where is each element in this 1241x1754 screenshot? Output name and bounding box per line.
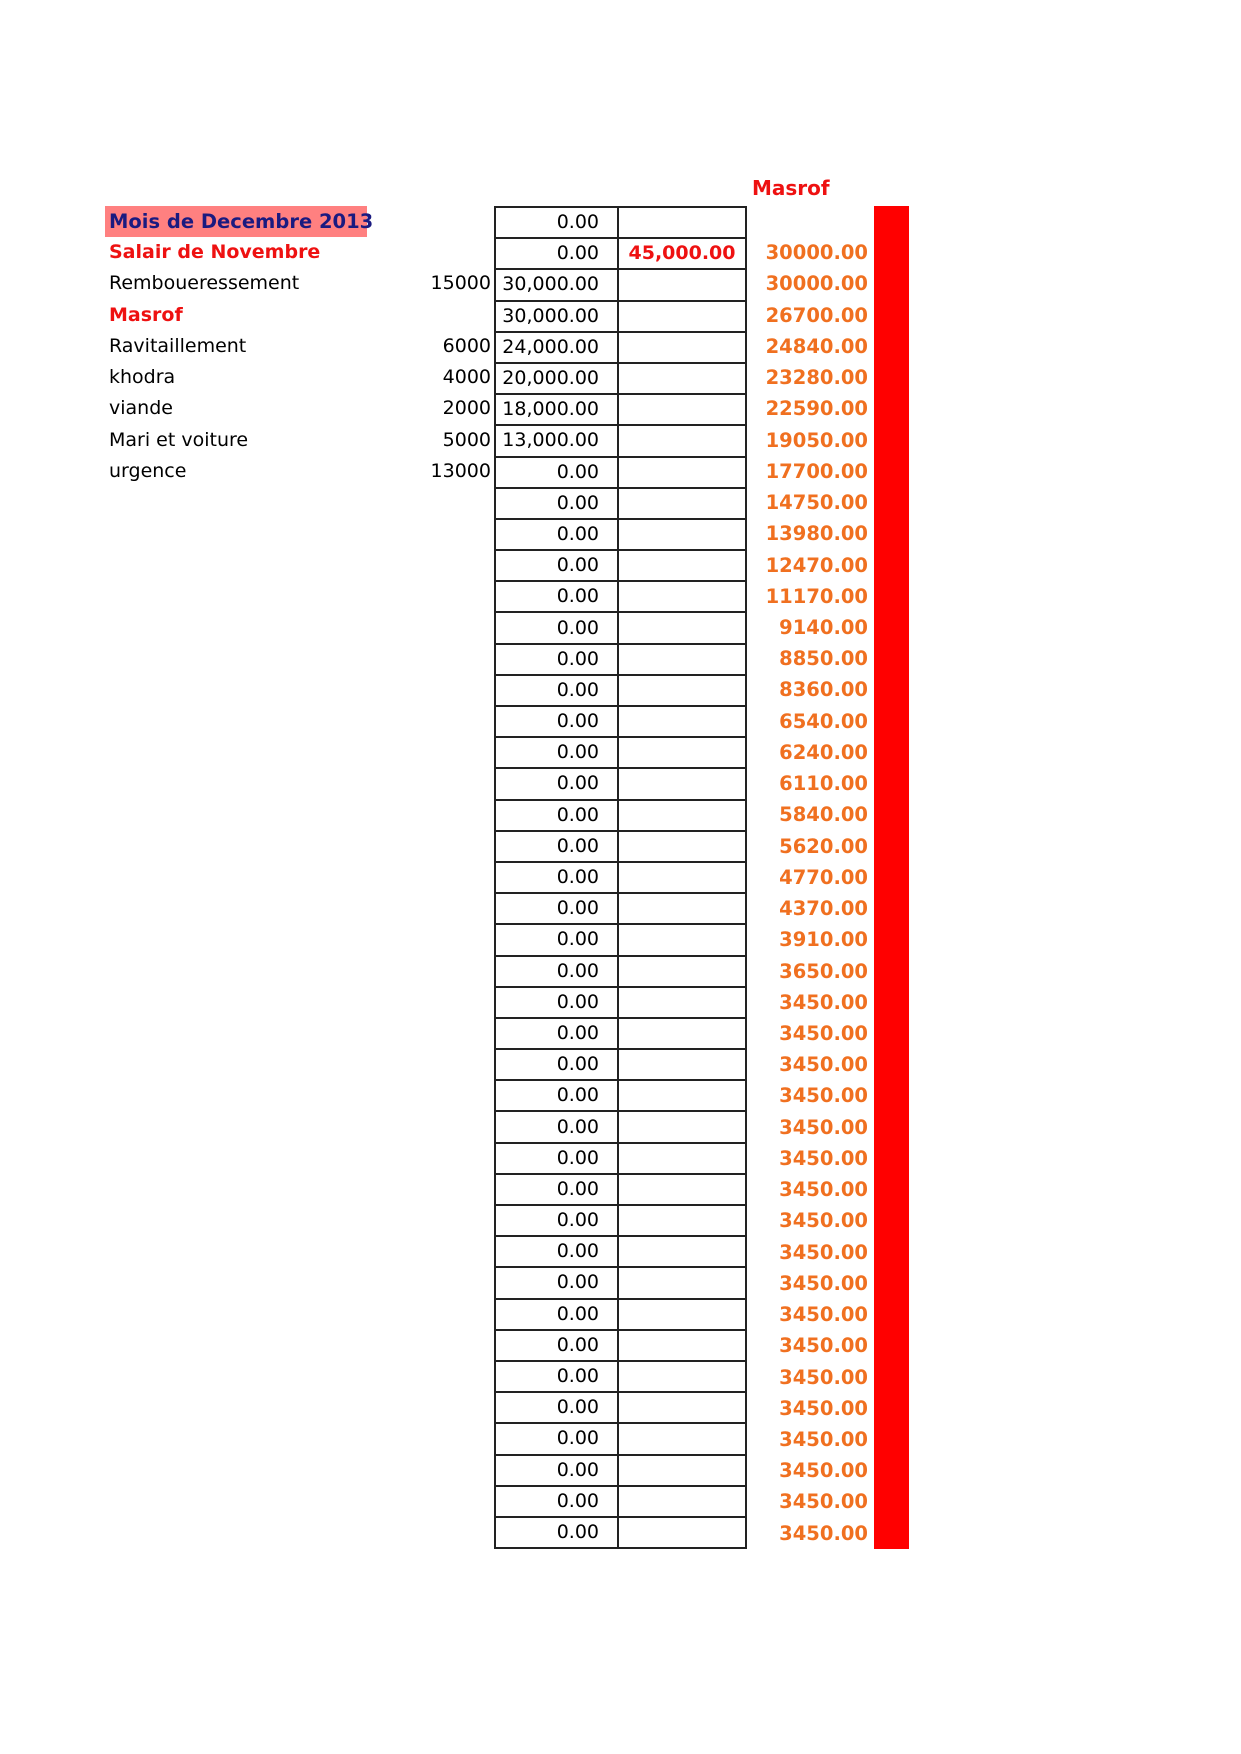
row-label: Ravitaillement xyxy=(109,334,247,357)
income-cell[interactable] xyxy=(618,612,746,643)
table-row xyxy=(495,457,746,488)
income-cell[interactable] xyxy=(618,363,746,394)
masrof-value: 3450.00 xyxy=(779,1427,868,1451)
balance-cell[interactable]: 0.00 xyxy=(495,238,618,269)
income-cell[interactable] xyxy=(618,1143,746,1174)
masrof-value: 3650.00 xyxy=(779,959,868,983)
income-cell[interactable] xyxy=(618,1392,746,1423)
income-cell[interactable] xyxy=(618,519,746,550)
table-row xyxy=(495,800,746,831)
row-amount: 5000 xyxy=(442,428,491,451)
table-row xyxy=(495,1517,746,1548)
balance-cell[interactable]: 0.00 xyxy=(495,1392,618,1423)
table-row xyxy=(495,1486,746,1517)
income-cell[interactable] xyxy=(618,332,746,363)
table-row xyxy=(495,519,746,550)
income-cell[interactable] xyxy=(618,1205,746,1236)
balance-cell[interactable]: 0.00 xyxy=(495,1111,618,1142)
masrof-value: 30000.00 xyxy=(765,272,868,296)
table-row xyxy=(495,1080,746,1111)
income-cell[interactable] xyxy=(618,301,746,332)
table-row xyxy=(495,1018,746,1049)
balance-cell[interactable]: 24,000.00 xyxy=(495,332,618,363)
balance-cell[interactable]: 0.00 xyxy=(495,737,618,768)
income-cell[interactable] xyxy=(618,644,746,675)
income-cell[interactable] xyxy=(618,831,746,862)
balance-cell[interactable]: 0.00 xyxy=(495,831,618,862)
balance-cell[interactable]: 0.00 xyxy=(495,862,618,893)
table-row xyxy=(495,612,746,643)
masrof-value: 30000.00 xyxy=(765,241,868,265)
income-cell[interactable] xyxy=(618,706,746,737)
income-cell[interactable] xyxy=(618,1423,746,1454)
masrof-value: 14750.00 xyxy=(765,491,868,515)
income-cell[interactable] xyxy=(618,457,746,488)
masrof-value: 22590.00 xyxy=(765,397,868,421)
row-amount: 4000 xyxy=(442,366,491,389)
income-cell[interactable] xyxy=(618,800,746,831)
income-cell[interactable] xyxy=(618,394,746,425)
row-label: Masrof xyxy=(109,303,183,326)
masrof-value: 23280.00 xyxy=(765,366,868,390)
balance-cell[interactable]: 0.00 xyxy=(495,1018,618,1049)
income-cell[interactable] xyxy=(618,987,746,1018)
income-cell[interactable] xyxy=(618,1267,746,1298)
balance-cell[interactable]: 0.00 xyxy=(495,1174,618,1205)
row-label: Remboueressement xyxy=(109,272,300,295)
masrof-value: 6240.00 xyxy=(779,740,868,764)
income-cell[interactable] xyxy=(618,956,746,987)
table-row xyxy=(495,924,746,955)
income-cell[interactable] xyxy=(618,1111,746,1142)
row-amount xyxy=(380,300,491,331)
income-cell[interactable] xyxy=(618,1486,746,1517)
masrof-value: 11170.00 xyxy=(765,584,868,608)
table-row xyxy=(495,581,746,612)
masrof-value: 26700.00 xyxy=(765,303,868,327)
income-cell[interactable] xyxy=(618,768,746,799)
balance-cell[interactable]: 0.00 xyxy=(495,644,618,675)
table-row xyxy=(495,363,746,394)
table-row xyxy=(495,956,746,987)
row-label: Salair de Novembre xyxy=(109,241,321,264)
table-row xyxy=(495,488,746,519)
masrof-value: 3450.00 xyxy=(779,1303,868,1327)
income-cell[interactable] xyxy=(618,924,746,955)
balance-cell[interactable]: 18,000.00 xyxy=(495,394,618,425)
table-row xyxy=(495,737,746,768)
table-row xyxy=(495,301,746,332)
income-cell[interactable] xyxy=(618,269,746,300)
table-row xyxy=(495,706,746,737)
balance-cell[interactable]: 20,000.00 xyxy=(495,363,618,394)
table-row xyxy=(495,1361,746,1392)
table-row xyxy=(495,675,746,706)
income-cell[interactable] xyxy=(618,1330,746,1361)
page-title: Mois de Decembre 2013 xyxy=(109,210,374,233)
masrof-value: 3450.00 xyxy=(779,1365,868,1389)
masrof-value: 3450.00 xyxy=(779,1459,868,1483)
masrof-value: 12470.00 xyxy=(765,553,868,577)
masrof-value: 17700.00 xyxy=(765,459,868,483)
balance-cell[interactable]: 0.00 xyxy=(495,1205,618,1236)
balance-cell[interactable]: 0.00 xyxy=(495,893,618,924)
table-row xyxy=(495,1049,746,1080)
row-amount xyxy=(380,237,491,268)
masrof-value: 3450.00 xyxy=(779,1021,868,1045)
income-cell[interactable] xyxy=(618,1455,746,1486)
balance-cell[interactable]: 0.00 xyxy=(495,612,618,643)
masrof-value: 6110.00 xyxy=(779,772,868,796)
balance-cell[interactable]: 0.00 xyxy=(495,1486,618,1517)
income-cell[interactable] xyxy=(618,581,746,612)
masrof-value: 3450.00 xyxy=(779,1334,868,1358)
masrof-value: 3450.00 xyxy=(779,1240,868,1264)
table-row xyxy=(495,332,746,363)
table-row xyxy=(495,1455,746,1486)
row-amount: 13000 xyxy=(430,459,491,482)
masrof-value: 13980.00 xyxy=(765,522,868,546)
table-row xyxy=(495,1236,746,1267)
income-cell[interactable] xyxy=(618,1517,746,1548)
balance-cell[interactable]: 30,000.00 xyxy=(495,301,618,332)
income-cell[interactable] xyxy=(618,893,746,924)
row-label: viande xyxy=(109,397,173,420)
balance-cell[interactable]: 0.00 xyxy=(495,1361,618,1392)
balance-cell[interactable]: 0.00 xyxy=(495,924,618,955)
table-row xyxy=(495,862,746,893)
income-cell[interactable]: 45,000.00 xyxy=(618,238,746,269)
row-amount: 6000 xyxy=(442,334,491,357)
income-cell[interactable] xyxy=(618,425,746,456)
masrof-value: 4370.00 xyxy=(779,897,868,921)
balance-cell[interactable]: 13,000.00 xyxy=(495,425,618,456)
income-cell[interactable] xyxy=(618,1174,746,1205)
table-row xyxy=(495,425,746,456)
table-row xyxy=(495,1143,746,1174)
balance-cell[interactable]: 0.00 xyxy=(495,457,618,488)
income-cell[interactable] xyxy=(618,1299,746,1330)
income-cell[interactable] xyxy=(618,862,746,893)
table-row xyxy=(495,987,746,1018)
table-row xyxy=(495,238,746,269)
balance-cell[interactable]: 30,000.00 xyxy=(495,269,618,300)
row-label: khodra xyxy=(109,366,176,389)
table-row xyxy=(495,768,746,799)
balance-cell[interactable]: 0.00 xyxy=(495,1517,618,1548)
balance-cell[interactable]: 0.00 xyxy=(495,519,618,550)
masrof-value: 24840.00 xyxy=(765,334,868,358)
row-amount: 15000 xyxy=(430,272,491,295)
balance-cell[interactable]: 0.00 xyxy=(495,956,618,987)
masrof-value: 3450.00 xyxy=(779,1178,868,1202)
balance-cell[interactable]: 0.00 xyxy=(495,1267,618,1298)
masrof-value: 3450.00 xyxy=(779,990,868,1014)
masrof-value: 9140.00 xyxy=(779,615,868,639)
table-row xyxy=(495,644,746,675)
masrof-value: 5840.00 xyxy=(779,803,868,827)
table-row xyxy=(495,550,746,581)
balance-cell[interactable]: 0.00 xyxy=(495,488,618,519)
balance-cell[interactable]: 0.00 xyxy=(495,1423,618,1454)
balance-cell[interactable]: 0.00 xyxy=(495,1299,618,1330)
masrof-value: 3450.00 xyxy=(779,1115,868,1139)
table-row xyxy=(495,831,746,862)
balance-cell[interactable]: 0.00 xyxy=(495,675,618,706)
table-row xyxy=(495,394,746,425)
income-cell[interactable] xyxy=(618,737,746,768)
masrof-value: 6540.00 xyxy=(779,709,868,733)
table-row xyxy=(495,269,746,300)
row-amount: 2000 xyxy=(442,397,491,420)
masrof-value: 3450.00 xyxy=(779,1053,868,1077)
balance-cell[interactable]: 0.00 xyxy=(495,581,618,612)
income-cell[interactable] xyxy=(618,1018,746,1049)
masrof-value: 3910.00 xyxy=(779,928,868,952)
table-row xyxy=(495,1299,746,1330)
balance-cell[interactable]: 0.00 xyxy=(495,987,618,1018)
income-cell[interactable] xyxy=(618,1080,746,1111)
table-row xyxy=(495,207,746,238)
income-cell[interactable] xyxy=(618,550,746,581)
masrof-value: 3450.00 xyxy=(779,1209,868,1233)
masrof-value: 3450.00 xyxy=(779,1396,868,1420)
table-row xyxy=(495,1267,746,1298)
balance-cell[interactable]: 0.00 xyxy=(495,1236,618,1267)
masrof-value: 3450.00 xyxy=(779,1490,868,1514)
masrof-value: 8360.00 xyxy=(779,678,868,702)
masrof-value: 3450.00 xyxy=(779,1146,868,1170)
balance-cell[interactable]: 0.00 xyxy=(495,1049,618,1080)
masrof-value: 19050.00 xyxy=(765,428,868,452)
table-row xyxy=(495,1111,746,1142)
masrof-column-header: Masrof xyxy=(752,176,830,200)
income-cell[interactable] xyxy=(618,207,746,238)
budget-table xyxy=(494,206,747,1549)
red-side-bar xyxy=(874,206,909,1549)
masrof-value: 5620.00 xyxy=(779,834,868,858)
table-row xyxy=(495,893,746,924)
masrof-value: 8850.00 xyxy=(779,647,868,671)
income-cell[interactable] xyxy=(618,1361,746,1392)
masrof-value: 3450.00 xyxy=(779,1271,868,1295)
income-cell[interactable] xyxy=(618,1236,746,1267)
income-cell[interactable] xyxy=(618,675,746,706)
income-cell[interactable] xyxy=(618,1049,746,1080)
row-label: urgence xyxy=(109,459,187,482)
masrof-value: 3450.00 xyxy=(779,1084,868,1108)
balance-cell[interactable]: 0.00 xyxy=(495,207,618,238)
balance-cell[interactable]: 0.00 xyxy=(495,1455,618,1486)
masrof-value: 4770.00 xyxy=(779,865,868,889)
balance-cell[interactable]: 0.00 xyxy=(495,1143,618,1174)
table-row xyxy=(495,1205,746,1236)
balance-cell[interactable]: 0.00 xyxy=(495,768,618,799)
table-row xyxy=(495,1392,746,1423)
table-row xyxy=(495,1330,746,1361)
balance-cell[interactable]: 0.00 xyxy=(495,1330,618,1361)
balance-cell[interactable]: 0.00 xyxy=(495,550,618,581)
row-label: Mari et voiture xyxy=(109,428,249,451)
table-row xyxy=(495,1423,746,1454)
balance-cell[interactable]: 0.00 xyxy=(495,706,618,737)
balance-cell[interactable]: 0.00 xyxy=(495,800,618,831)
income-cell[interactable] xyxy=(618,488,746,519)
table-row xyxy=(495,1174,746,1205)
balance-cell[interactable]: 0.00 xyxy=(495,1080,618,1111)
masrof-value: 3450.00 xyxy=(779,1521,868,1545)
